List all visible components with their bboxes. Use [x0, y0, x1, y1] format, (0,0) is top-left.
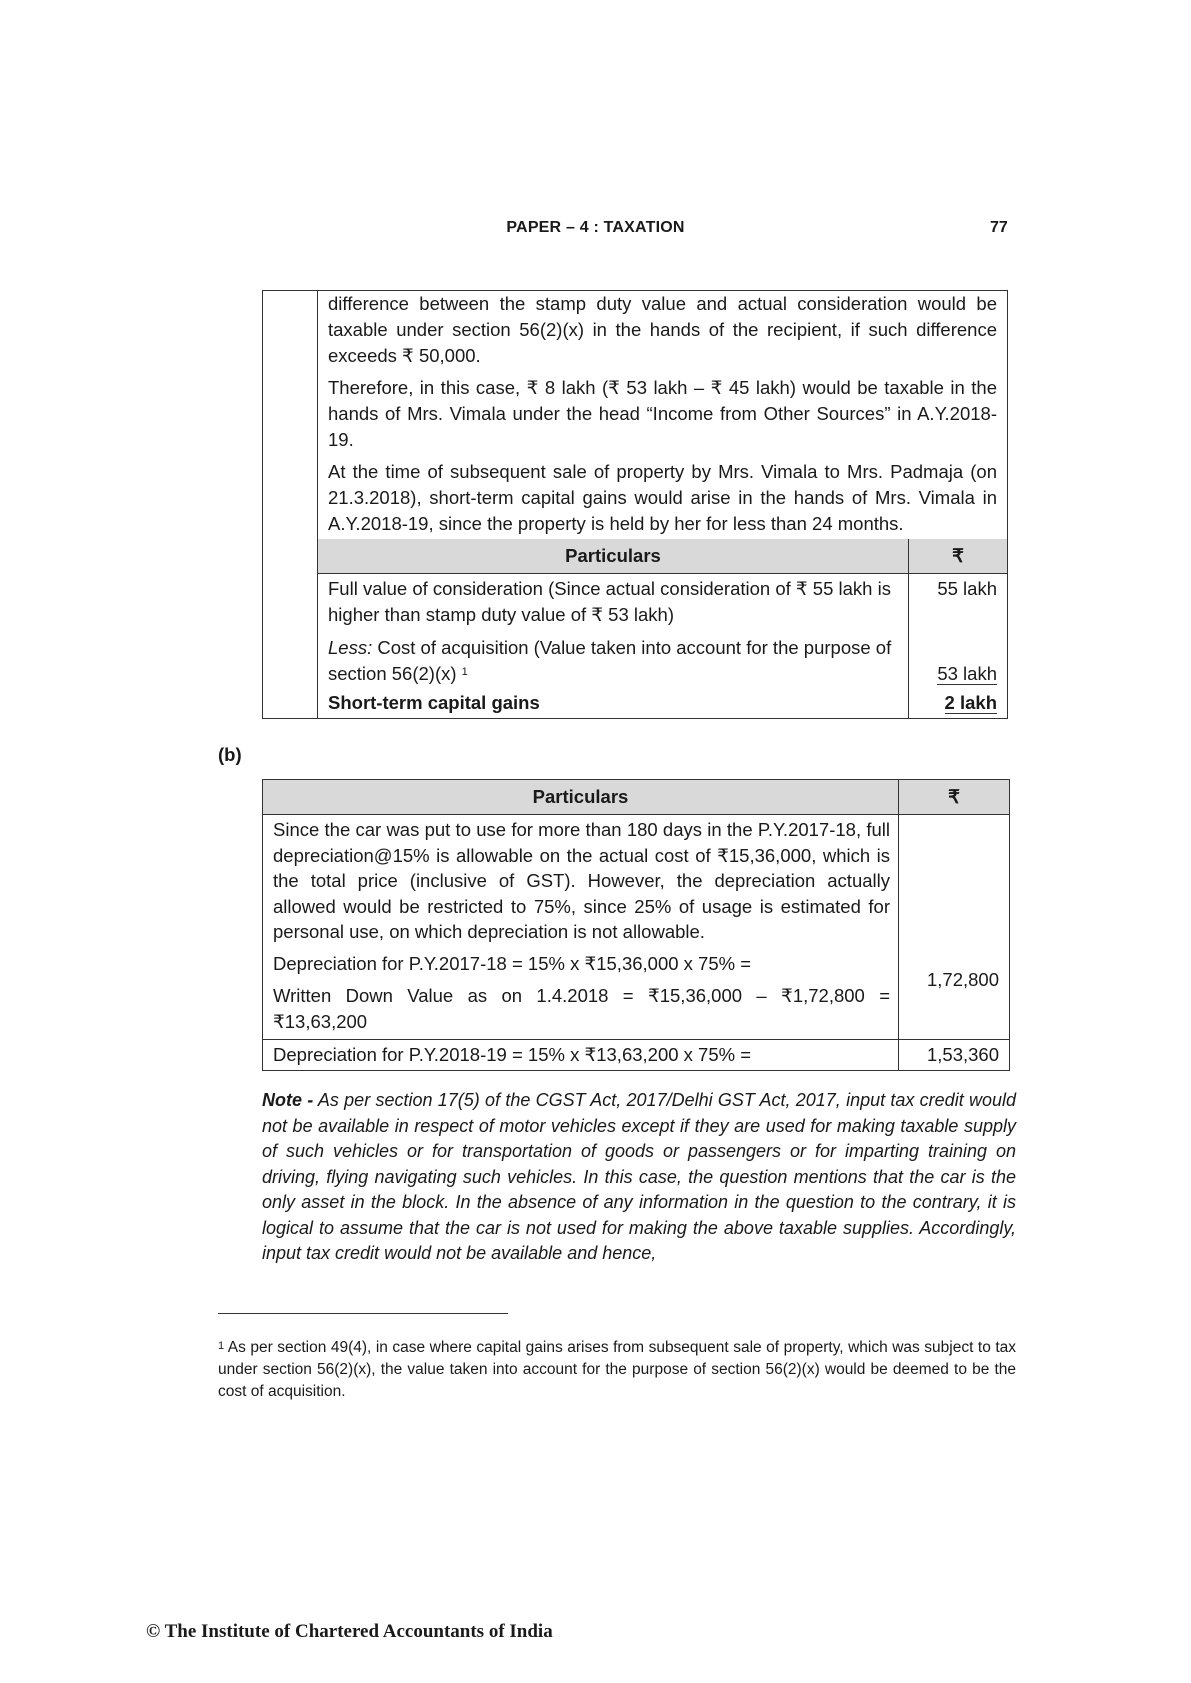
cost-amount: 53 lakh: [937, 663, 997, 684]
cost-of-acquisition-text: Cost of acquisition (Value taken into account for the purpose of section 56(2)(x): [328, 637, 892, 684]
less-label: Less:: [328, 637, 373, 658]
footnote-number: 1: [218, 1340, 225, 1352]
footnote: [218, 1337, 1016, 1403]
col-header-amount: ₹: [909, 539, 1008, 574]
running-header-title: PAPER – 4 : TAXATION: [506, 219, 685, 236]
depreciation-2017-18-text: Depreciation for P.Y.2017-18 = 15% x ₹15,36,000 x 75% =: [273, 952, 752, 974]
depreciation-2018-19-amount: 1,53,360: [899, 1039, 1010, 1070]
footnote-separator: [218, 1313, 508, 1314]
full-value-amount: 55 lakh: [937, 578, 997, 599]
dep-col-header-particulars: Particulars: [263, 780, 899, 815]
page-number: 77: [990, 219, 1008, 236]
note-text: As per section 17(5) of the CGST Act, 2017/Delhi GST Act, 2017, input tax credit would not be available in respect of motor vehicles except if they are used for making taxable supply of such vehicles or for transportation of goods or passengers or for imparting training on driving, flying navigating such vehicles. In this case, the question mentions that the car is the only asset in the block. In the absence of any information in the question to the contrary, it is logical to assume that the car is not used for making the above taxable supplies. Accordingly, input tax credit would not be available and hence,: [262, 1090, 1016, 1263]
note-label: Note -: [262, 1090, 314, 1110]
full-value-text: Full value of consideration (Since actual consideration of ₹ 55 lakh is higher than stamp duty value of ₹ 53 lakh): [328, 578, 891, 625]
short-term-gains-amount: 2 lakh: [944, 692, 997, 713]
footnote-ref: 1: [461, 666, 468, 678]
wdv-text: Written Down Value as on 1.4.2018 = ₹15,36,000 – ₹1,72,800 = ₹13,63,200: [273, 984, 890, 1032]
part-a-left-column: [263, 291, 318, 719]
part-a-outer-table: [262, 290, 1008, 719]
paragraph-short-term-gains: At the time of subsequent sale of property by Mrs. Vimala to Mrs. Padmaja (on 21.3.2018), short-term capital gains would arise in the hands of Mrs. Vimala in A.Y.2018-19, since the property is held by her for less than 24 months.: [328, 461, 997, 534]
page-footer: © The Institute of Chartered Accountants of India: [146, 1621, 553, 1642]
part-a-content-cell: [318, 291, 1008, 719]
capital-gains-table: [318, 539, 1007, 718]
depreciation-2018-19-text: Depreciation for P.Y.2018-19 = 15% x ₹13,63,200 x 75% =: [263, 1039, 899, 1070]
depreciation-intro: Since the car was put to use for more than 180 days in the P.Y.2017-18, full depreciation@15% is allowable on the actual cost of ₹15,36,000, which is the total price (inclusive of GST). However, the depreciation actually allowed would be restricted to 75%, since 25% of usage is estimated for personal use, on which depreciation is not allowable.: [273, 819, 890, 942]
footnote-text: As per section 49(4), in case where capital gains arises from subsequent sale of property, which was subject to tax under section 56(2)(x), the value taken into account for the purpose of section 56(2)(x) would be deemed to be the cost of acquisition.: [218, 1339, 1016, 1400]
gst-note: [262, 1088, 1016, 1267]
short-term-gains-label: Short-term capital gains: [318, 687, 909, 718]
depreciation-table: [262, 779, 1010, 1071]
paragraph-taxable-amount: Therefore, in this case, ₹ 8 lakh (₹ 53 lakh – ₹ 45 lakh) would be taxable in the hands of Mrs. Vimala under the head “Income from Other Sources” in A.Y.2018-19.: [328, 377, 997, 450]
depreciation-2017-18-amount: 1,72,800: [926, 969, 999, 990]
paragraph-stamp-duty: difference between the stamp duty value and actual consideration would be taxable under section 56(2)(x) in the hands of the recipient, if such difference exceeds ₹ 50,000.: [328, 293, 997, 366]
part-b-label: (b): [218, 744, 242, 765]
dep-col-header-amount: ₹: [899, 780, 1010, 815]
col-header-particulars: Particulars: [318, 539, 909, 574]
